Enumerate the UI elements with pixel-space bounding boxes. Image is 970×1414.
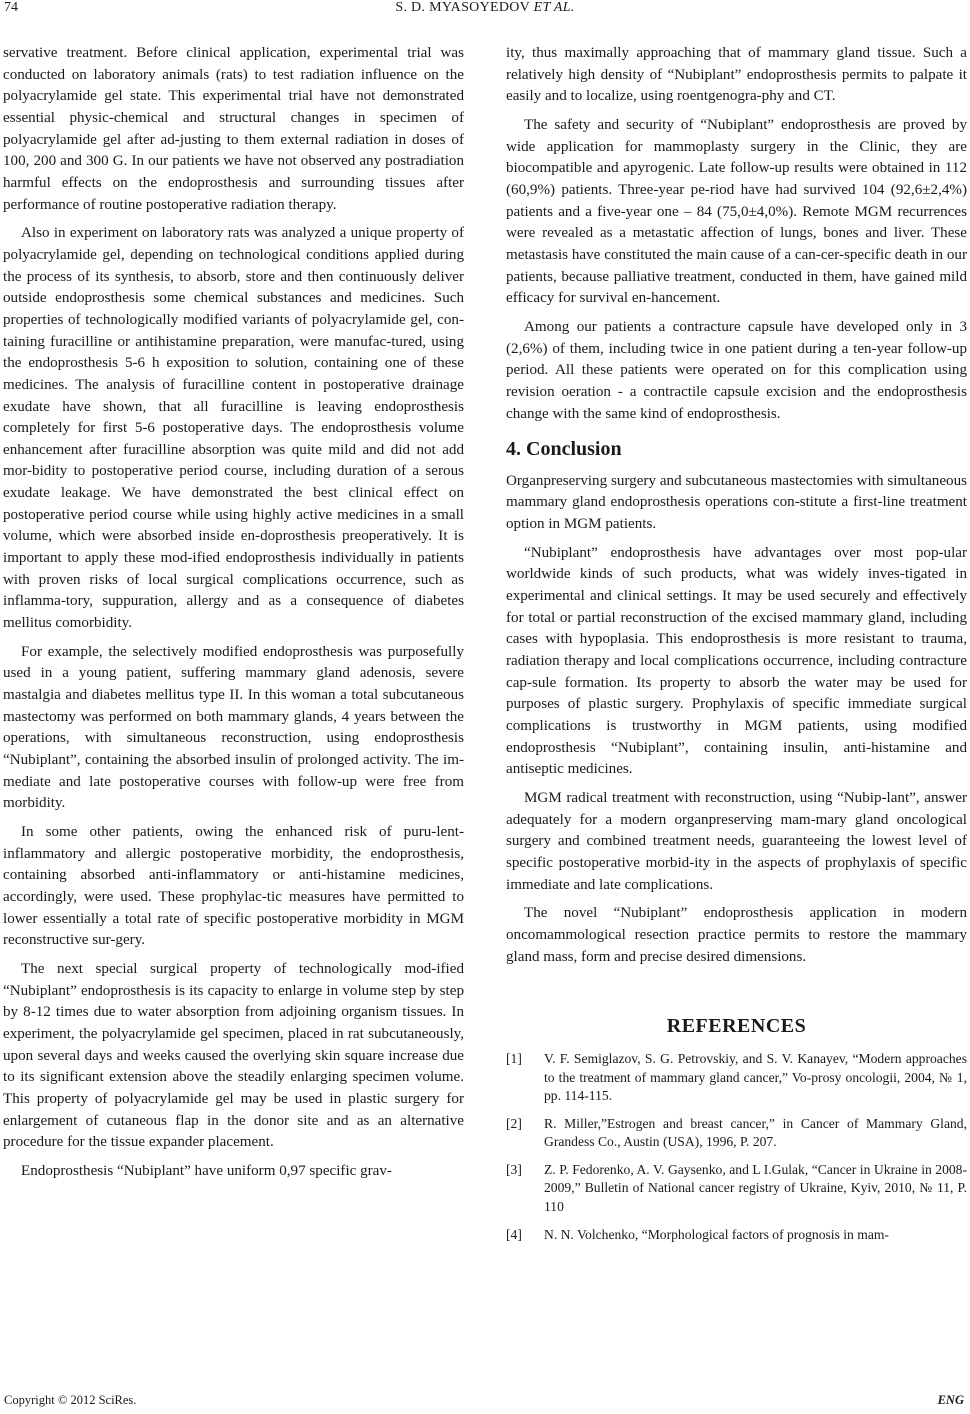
body-paragraph: servative treatment. Before clinical application, experimental trial was conducted on laboratory animals (rats) to test radiation influence on the polyacrylamide gel state. This experimental trial have not demonstrated essential physic-chemical and structural changes in specimen of polyacrylamide gel after ad-justing to them external radiation in doses of 100, 200 and 300 G. In our patients we have not observed any postradiation harmful effects on the endoprosthesis and surrounding tissues after performance of routine postoperative radiation therapy. [3, 45, 464, 213]
references-heading: REFERENCES [666, 1015, 807, 1038]
reference-number: [4] [506, 1226, 522, 1242]
reference-number: [2] [506, 1115, 522, 1131]
journal-abbreviation: ENG [937, 1393, 964, 1407]
running-head-authors: S. D. MYASOYEDOV [395, 0, 530, 15]
reference-item [506, 1226, 967, 1245]
left-column [3, 43, 464, 1189]
body-paragraph: MGM radical treatment with reconstruction, using “Nubip-lant”, answer adequately for a modern organpreserving mam-mary gland oncological surgery and combined treatment needs, guaranteeing the lowest level of specific postoperative morbid-ity in the aspects of prophylaxis of specific immediate and late complications. [506, 790, 967, 893]
body-paragraph: Endoprosthesis “Nubiplant” have uniform 0,97 specific grav- [21, 1162, 392, 1179]
body-paragraph: Organpreserving surgery and subcutaneous mastectomies with simultaneous mammary gland endoprosthesis operations con-stitute a first-line treatment option in MGM patients. [506, 472, 967, 533]
page-header [0, 0, 970, 24]
reference-item [506, 1161, 967, 1217]
reference-item [506, 1115, 967, 1152]
body-paragraph: The novel “Nubiplant” endoprosthesis application in modern oncomammological resection practice permits to restore the mammary gland mass, form and precise desired dimensions. [506, 905, 967, 965]
reference-text: N. N. Volchenko, “Morphological factors of prognosis in mam- [544, 1226, 889, 1242]
copyright-notice: Copyright © 2012 SciRes. [4, 1393, 137, 1407]
body-paragraph: Also in experiment on laboratory rats was analyzed a unique property of polyacrylamide gel, depending on technological conditions applied during the process of its synthesis, to absorb, store and then continuously deliver outside endoprosthesis some chemical substances and medicines. Such properties of technologically modified variants of polyacrylamide gel, con-taining furacilline or antihistamine preparation, were manufac-tured, using the endoprosthesis 5-6 h exposition to solution, containing one of these medicines. The analysis of furacilline content in postoperative drainage exudate have shown, that all furacilline is leaving endoprosthesis completely for first 5-6 postoperative days. The endoprosthesis volume enhancement after furacilline absorption was quite mild and did not add mor-bidity to postoperative period course, including duration of a serous exudate leakage. We have demonstrated the best clinical effect on postoperative period course while using highly active medicines in a small volume, which were absorbed inside en-doprosthesis preoperatively. It is important to apply these mod-ified endoprosthesis individually in patients with proven risks of local surgical complications occurrence, such as inflamma-tory, suppuration, allergy and as a consequence of diabetes mellitus comorbidity. [3, 225, 464, 632]
body-paragraph: The next special surgical property of technologically mod-ified “Nubiplant” endoprosthesis is its capacity to enlarge in volume step by step by 8-12 times due to water absorption from adjoining organism tissues. In experiment, the polyacrylamide gel specimen, placed in rat subcutaneously, upon several days and weeks caused the overlying skin square increase due to its significant extension above the steadily enlarging specimen volume. This property of polyacrylamide gel may be used in plastic surgery for enlargement of cutaneous flap in the donor site and as an alternative procedure for the tissue expander placement. [3, 960, 464, 1151]
reference-text: V. F. Semiglazov, S. G. Petrovskiy, and S. V. Kanayev, “Modern approaches to the treatment of mammary gland cancer,” Vo-prosy oncologii, 2004, № 1, pp. 114-115. [544, 1050, 967, 1104]
running-head [0, 0, 970, 16]
reference-text: R. Miller,”Estrogen and breast cancer,” in Cancer of Mammary Gland, Grandess Co., Austin (USA), 1996, P. 207. [544, 1115, 967, 1150]
reference-item [506, 1050, 967, 1106]
body-paragraph: In some other patients, owing the enhanced risk of puru-lent-inflammatory and allergic postoperative morbidity, the endoprosthesis, containing absorbed anti-inflammatory or anti-histamine medicines, accordingly, were used. These prophylac-tic measures have permitted to lower essentially a total rate of specific postoperative morbidity in MGM reconstructive sur-gery. [3, 823, 464, 949]
page-footer [0, 1393, 970, 1414]
page-number: 74 [4, 0, 18, 15]
conclusion-heading: 4. Conclusion [506, 438, 622, 461]
reference-number: [3] [506, 1161, 522, 1177]
body-paragraph: The safety and security of “Nubiplant” endoprosthesis are proved by wide application for mammoplasty surgery in the Clinic, they are biocompatible and apyrogenic. Late follow-up results were obtained in 112 (60,9%) patients. Three-year pe-riod have had survived 104 (92,6±2,4%) patients and a five-year one – 84 (75,0±4,0%). Remote MGM recurrences were revealed as a metastatic affection of lungs, bones and liver. These metastasis have constituted the main cause of a can-cer-specific death in our patients, because palliative treatment, conducted in them, have gained mild efficacy for survival en-hancement. [506, 116, 967, 307]
reference-text: Z. P. Fedorenko, A. V. Gaysenko, and L I.Gulak, “Cancer in Ukraine in 2008-2009,” Bulletin of National cancer registry of Ukraine, Kyiv, 2010, № 11, P. 110 [544, 1161, 967, 1215]
right-column [506, 43, 967, 1253]
body-paragraph: ity, thus maximally approaching that of mammary gland tissue. Such a relatively high density of “Nubiplant” endoprosthesis permits to palpate it easily and to localize, using roentgenogra-phy and CT. [506, 45, 967, 105]
body-paragraph: For example, the selectively modified endoprosthesis was purposefully used in a young patient, suffering mammary gland adenosis, severe mastalgia and diabetes mellitus type II. In this woman a total subcutaneous mastectomy was performed on both mammary glands, 4 years between the operations, with simultaneous reconstruction, using endoprosthesis “Nubiplant”, containing the absorbed insulin of prolonged activity. The im-mediate and late postoperative courses with follow-up were free from morbidity. [3, 643, 464, 812]
body-paragraph: “Nubiplant” endoprosthesis have advantages over most pop-ular worldwide kinds of such products, what was widely inves-tigated in experimental and clinical settings. It may be used securely and effectively for total or partial reconstruction of the excised mammary gland, including cases with hypoplasia. This endoprosthesis is more resistant to trauma, radiation therapy and local complications occurrence, including contracture cap-sule formation. Its property to absorb the water may be used for purposes of plastic surgery. Prophylaxis of specific immediate surgical complications is trustworthy in MGM patients, using modified endoprosthesis “Nubiplant”, containing insulin, anti-histamine and antiseptic medicines. [506, 544, 967, 778]
body-paragraph: Among our patients a contracture capsule have developed only in 3 (2,6%) of them, including twice in one patient during a ten-year follow-up period. All these patients were operated on for this complication using revision oeration - a contractile capsule excision and the endoprosthesis change with the same kind of endoprosthesis. [506, 318, 967, 422]
running-head-et-al: ET AL. [533, 0, 575, 15]
reference-number: [1] [506, 1050, 522, 1066]
